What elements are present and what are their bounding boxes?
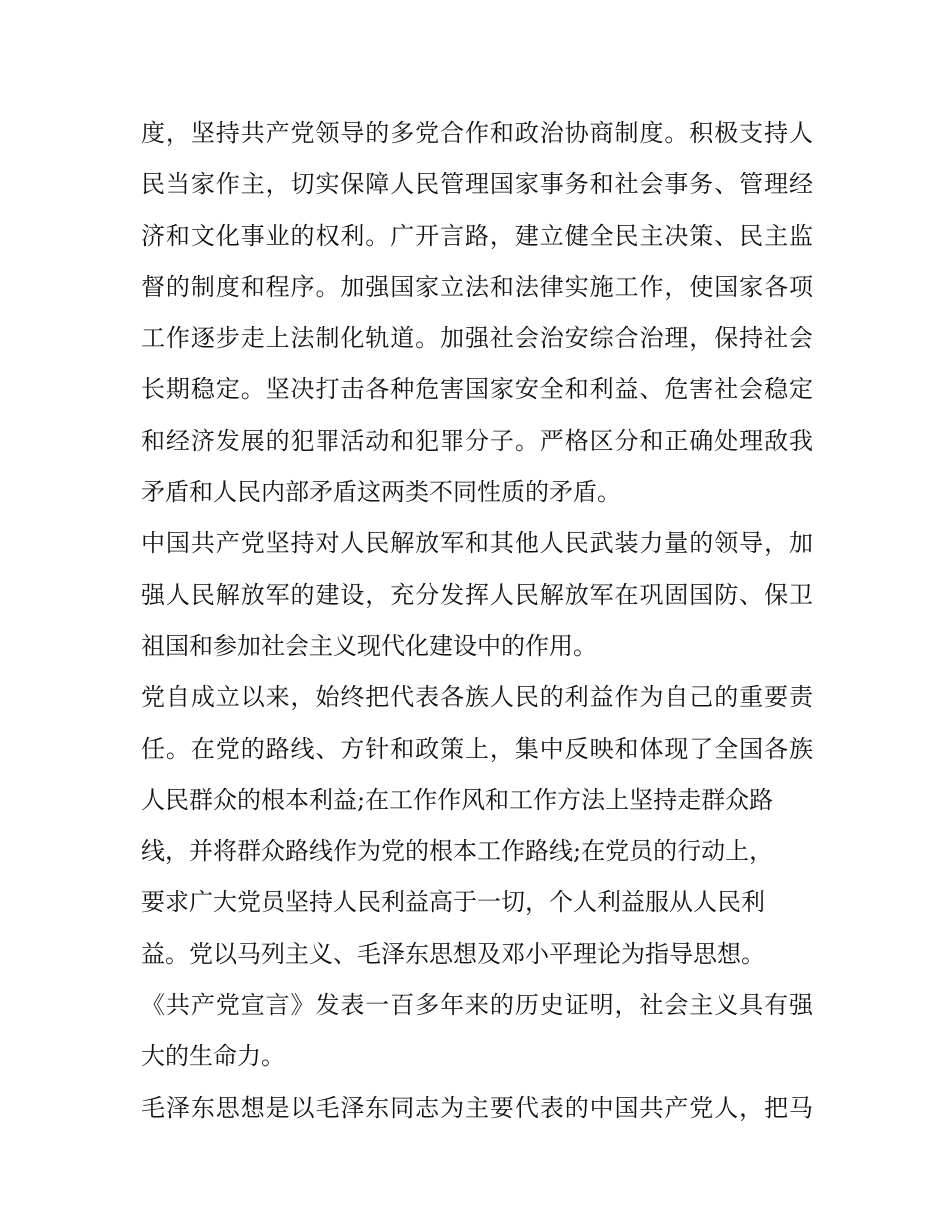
text-line: 要求广大党员坚持人民利益高于一切，个人利益服从人民利: [141, 888, 765, 917]
text-line: 长期稳定。坚决打击各种危害国家安全和利益、危害社会稳定: [141, 375, 813, 404]
text-line: 大的生命力。: [141, 1042, 285, 1071]
text-line: 党自成立以来，始终把代表各族人民的利益作为自己的重要责: [141, 683, 813, 712]
text-line: 强人民解放军的建设，充分发挥人民解放军在巩固国防、保卫: [141, 580, 813, 609]
text-line: 民当家作主，切实保障人民管理国家事务和社会事务、管理经: [141, 170, 813, 199]
text-line: 人民群众的根本利益;在工作作风和工作方法上坚持走群众路: [141, 785, 774, 814]
text-line: 中国共产党坚持对人民解放军和其他人民武装力量的领导，加: [141, 529, 813, 558]
text-line: 《共产党宣言》发表一百多年来的历史证明，社会主义具有强: [141, 991, 813, 1020]
text-line: 毛泽东思想是以毛泽东同志为主要代表的中国共产党人，把马: [141, 1093, 813, 1122]
text-line: 任。在党的路线、方针和政策上，集中反映和体现了全国各族: [141, 734, 813, 763]
document-body: [141, 108, 813, 1134]
text-line: 督的制度和程序。加强国家立法和法律实施工作，使国家各项: [141, 272, 813, 301]
text-line: 益。党以马列主义、毛泽东思想及邓小平理论为指导思想。: [141, 939, 765, 968]
text-line: 祖国和参加社会主义现代化建设中的作用。: [141, 631, 597, 660]
text-line: 线，并将群众路线作为党的根本工作路线;在党员的行动上，: [141, 837, 774, 866]
text-line: 工作逐步走上法制化轨道。加强社会治安综合治理，保持社会: [141, 324, 813, 353]
text-line: 矛盾和人民内部矛盾这两类不同性质的矛盾。: [141, 478, 621, 507]
text-line: 度，坚持共产党领导的多党合作和政治协商制度。积极支持人: [141, 119, 813, 147]
text-line: 和经济发展的犯罪活动和犯罪分子。严格区分和正确处理敌我: [141, 426, 813, 455]
text-line: 济和文化事业的权利。广开言路，建立健全民主决策、民主监: [141, 221, 813, 250]
